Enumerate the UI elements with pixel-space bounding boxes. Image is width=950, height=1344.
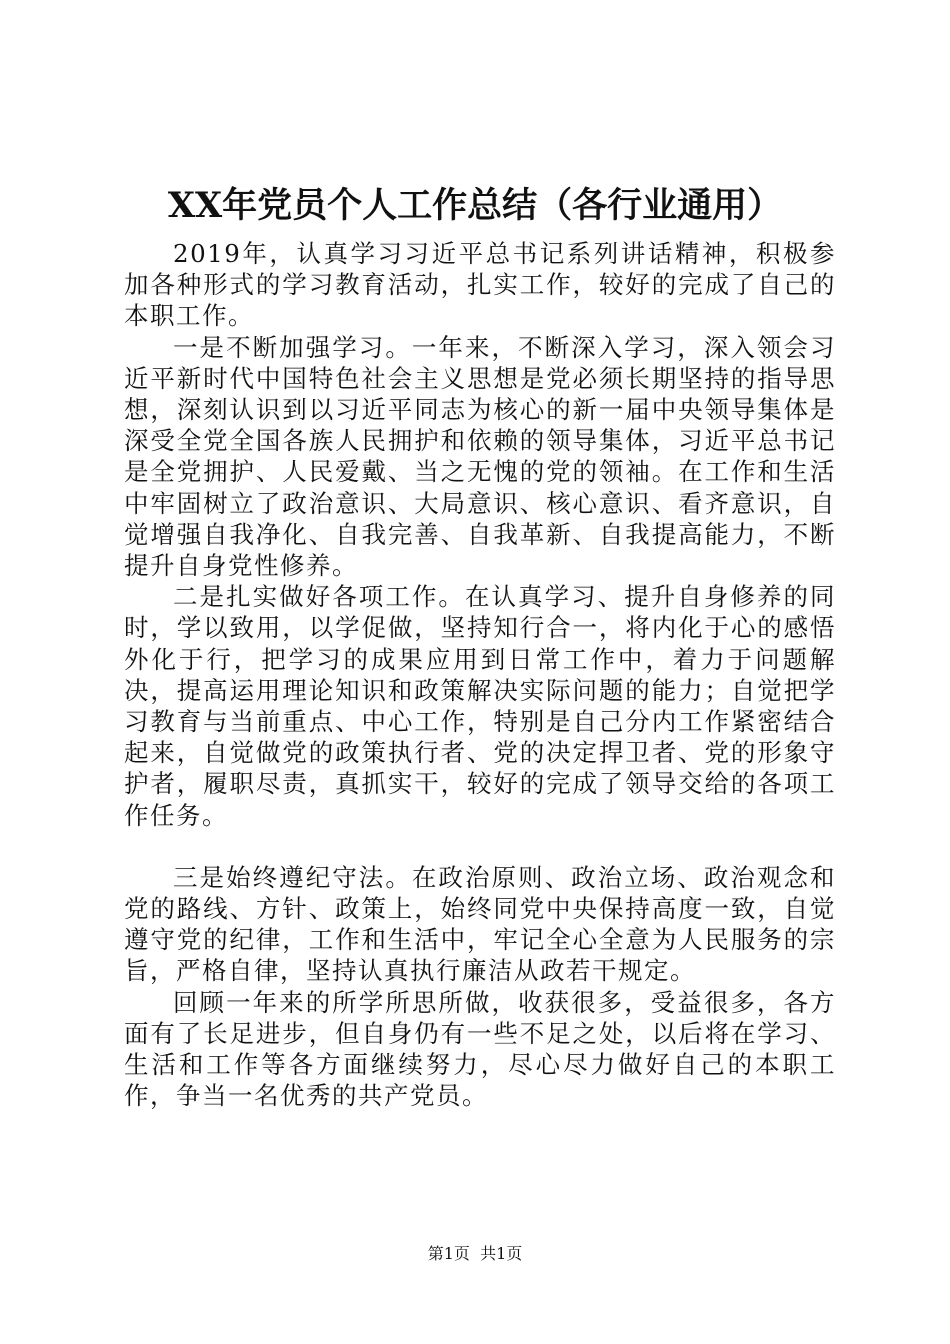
document-title: XX年党员个人工作总结（各行业通用） [167,185,783,226]
document-body [124,238,836,1111]
paragraph-discipline: 三是始终遵纪守法。在政治原则、政治立场、政治观念和党的路线、方针、政策上，始终同党中央保持高度一致，自觉遵守党的纪律，工作和生活中，牢记全心全意为人民服务的宗旨，严格自律，坚持认真执行廉洁从政若干规定。 [124,862,836,986]
paragraph-work: 二是扎实做好各项工作。在认真学习、提升自身修养的同时，学以致用，以学促做，坚持知行合一，将内化于心的感悟外化于行，把学习的成果应用到日常工作中，着力于问题解决，提高运用理论知识和政策解决实际问题的能力；自觉把学习教育与当前重点、中心工作，特别是自己分内工作紧密结合起来，自觉做党的政策执行者、党的决定捍卫者、党的形象守护者，履职尽责，真抓实干，较好的完成了领导交给的各项工作任务。 [124,582,836,830]
paragraph-intro: 2019年，认真学习习近平总书记系列讲话精神，积极参加各种形式的学习教育活动，扎实工作，较好的完成了自己的本职工作。 [124,239,836,331]
paragraph-study: 一是不断加强学习。一年来，不断深入学习，深入领会习近平新时代中国特色社会主义思想是党必须长期坚持的指导思想，深刻认识到以习近平同志为核心的新一届中央领导集体是深受全党全国各族人民拥护和依赖的领导集体，习近平总书记是全党拥护、人民爱戴、当之无愧的党的领袖。在工作和生活中牢固树立了政治意识、大局意识、核心意识、看齐意识，自觉增强自我净化、自我完善、自我革新、自我提高能力，不断提升自身党性修养。 [124,332,836,581]
paragraph-review: 回顾一年来的所学所思所做，收获很多，受益很多，各方面有了长足进步，但自身仍有一些不足之处，以后将在学习、生活和工作等各方面继续努力，尽心尽力做好自己的本职工作，争当一名优秀的共产党员。 [124,987,836,1111]
page-number-footer: 第1页 共1页 [427,1244,523,1263]
